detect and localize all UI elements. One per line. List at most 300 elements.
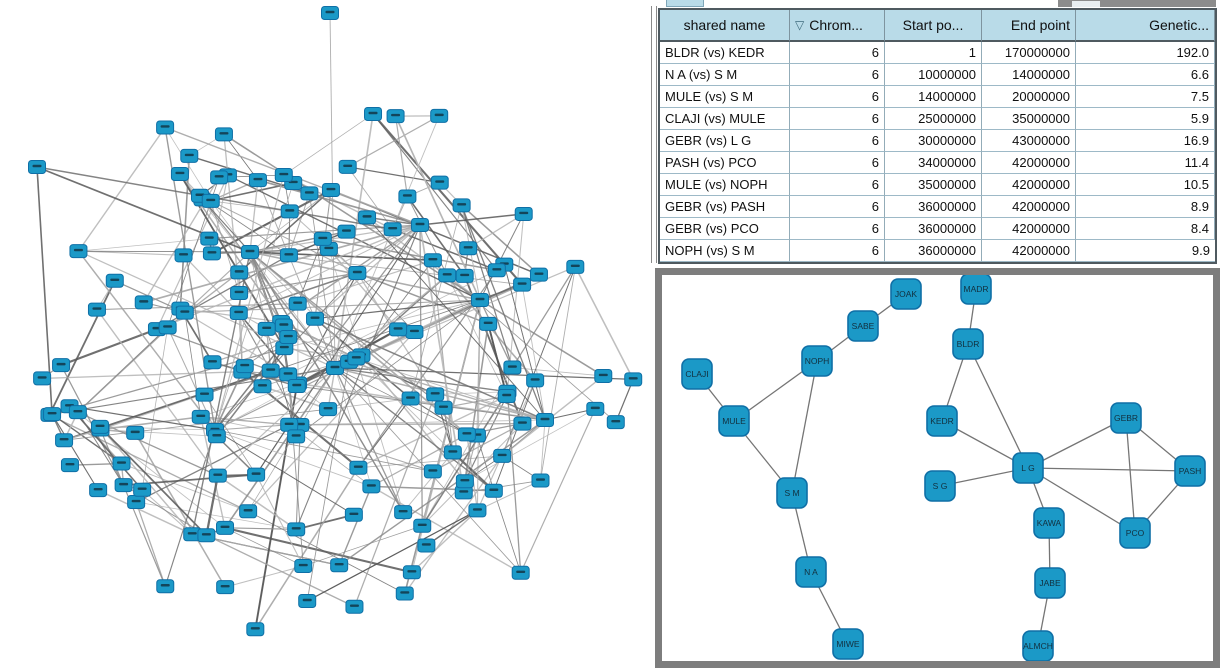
node-label [253,178,262,180]
network-node[interactable] [217,581,234,594]
network-node[interactable] [247,623,264,636]
node-label: JOAK [894,289,918,299]
table-cell[interactable]: 8.9 [1076,196,1215,218]
detail-network-canvas[interactable] [662,275,1213,661]
network-node[interactable] [460,242,477,255]
node-label [96,425,105,427]
node-label [406,396,415,398]
node-label [161,125,170,127]
network-node[interactable] [359,211,376,224]
network-node[interactable] [514,278,531,291]
node-label [435,114,444,116]
network-node[interactable] [106,274,123,287]
table-cell[interactable]: 192.0 [1076,42,1215,64]
network-node[interactable] [281,205,298,218]
column-header[interactable] [790,10,885,42]
node-label [73,410,82,412]
network-node[interactable] [384,223,401,236]
table-cell[interactable]: 6 [790,218,885,240]
node-label [48,412,57,414]
network-edge[interactable] [522,285,545,420]
network-node[interactable] [258,322,275,335]
network-node[interactable] [280,368,297,381]
network-node[interactable] [498,389,515,402]
network-node[interactable] [301,187,318,200]
network-node[interactable] [607,416,624,429]
node-label [258,384,267,386]
table-cell[interactable]: 6 [790,240,885,262]
network-node[interactable] [833,629,863,659]
node-label [508,365,517,367]
network-node[interactable] [458,428,475,441]
node-label: S G [932,481,948,491]
node-label [354,466,363,468]
network-node[interactable] [61,459,78,472]
network-node[interactable] [494,449,511,462]
network-node[interactable] [1013,453,1043,483]
node-label [534,272,543,274]
table-cell[interactable]: 6 [790,42,885,64]
node-label: L G [1021,463,1035,473]
node-label [138,488,147,490]
table-cell[interactable]: 42000000 [982,152,1076,174]
network-node[interactable] [113,457,130,470]
table-cell[interactable]: 9.9 [1076,240,1215,262]
network-node[interactable] [927,406,957,436]
network-node[interactable] [472,294,489,307]
node-label [38,376,47,378]
node-label [489,489,498,491]
node-label [435,180,444,182]
network-node[interactable] [682,359,712,389]
network-node[interactable] [431,109,448,122]
node-label [279,323,288,325]
network-node[interactable] [363,480,380,493]
network-node[interactable] [925,471,955,501]
network-node[interactable] [527,374,544,387]
network-node[interactable] [435,401,452,414]
table-cell[interactable]: 42000000 [982,218,1076,240]
network-edge[interactable] [288,374,303,566]
network-node[interactable] [595,369,612,382]
network-edge[interactable] [435,392,507,395]
table-cell[interactable]: GEBR (vs) L G [660,130,790,152]
network-node[interactable] [299,595,316,608]
node-label [235,291,244,293]
node-label [131,431,140,433]
network-node[interactable] [424,465,441,478]
network-node[interactable] [399,190,416,203]
table-cell[interactable]: 170000000 [982,42,1076,64]
table-cell[interactable]: 43000000 [982,130,1076,152]
column-header[interactable] [885,10,982,42]
network-node[interactable] [961,275,991,304]
node-label [388,227,397,229]
table-cell[interactable]: GEBR (vs) PASH [660,196,790,218]
network-node[interactable] [288,379,305,392]
network-node[interactable] [719,406,749,436]
network-edge[interactable] [521,409,596,573]
node-label [292,384,301,386]
table-cell[interactable]: PASH (vs) PCO [660,152,790,174]
network-node[interactable] [135,296,152,309]
table-cell[interactable]: 11.4 [1076,152,1215,174]
network-node[interactable] [348,352,365,365]
node-label [448,450,457,452]
node-label [335,563,344,565]
network-node[interactable] [387,110,404,123]
table-cell[interactable]: MULE (vs) NOPH [660,174,790,196]
network-node[interactable] [230,306,247,319]
network-node[interactable] [424,254,441,267]
column-header[interactable] [982,10,1076,42]
network-node[interactable] [1023,631,1053,661]
table-cell[interactable]: 20000000 [982,86,1076,108]
column-header[interactable] [1076,10,1215,42]
node-label [240,364,249,366]
network-node[interactable] [802,346,832,376]
network-node[interactable] [390,323,407,336]
network-edge[interactable] [494,491,521,573]
network-node[interactable] [480,317,497,330]
network-node[interactable] [338,225,355,238]
node-label [185,154,194,156]
network-node[interactable] [289,297,306,310]
table-cell[interactable]: BLDR (vs) KEDR [660,42,790,64]
network-node[interactable] [231,286,248,299]
table-cell[interactable]: 36000000 [885,196,982,218]
network-node[interactable] [171,167,188,180]
network-edge[interactable] [1028,468,1190,471]
network-edge[interactable] [250,252,403,512]
network-node[interactable] [262,364,279,377]
network-node[interactable] [175,249,192,262]
table-cell[interactable]: 1 [885,42,982,64]
network-edge[interactable] [1126,418,1135,533]
table-cell[interactable]: 7.5 [1076,86,1215,108]
network-node[interactable] [280,249,297,262]
node-label [516,571,525,573]
table-cell[interactable]: 36000000 [885,218,982,240]
network-node[interactable] [181,149,198,162]
network-node[interactable] [444,446,461,459]
network-node[interactable] [217,521,234,534]
node-label [460,479,469,481]
table-cell[interactable]: 25000000 [885,108,982,130]
node-label [428,469,437,471]
column-header[interactable] [660,10,790,42]
network-node[interactable] [34,372,51,385]
node-label [541,418,550,420]
node-label: JABE [1039,578,1061,588]
node-label [462,432,471,434]
network-edge[interactable] [420,225,422,526]
network-node[interactable] [215,128,232,141]
table-cell[interactable]: GEBR (vs) PCO [660,218,790,240]
node-label [369,112,378,114]
network-node[interactable] [275,319,292,332]
panel-splitter[interactable] [651,6,657,263]
network-node[interactable] [346,600,363,613]
network-node[interactable] [231,266,248,279]
network-node[interactable] [322,184,339,197]
scrollbar-thumb[interactable] [1072,1,1100,7]
network-node[interactable] [412,219,429,232]
network-node[interactable] [202,194,219,207]
node-label [196,415,205,417]
network-node[interactable] [157,580,174,593]
network-node[interactable] [625,373,642,386]
node-label [439,405,448,407]
node-label: MIWE [836,639,860,649]
network-node[interactable] [176,306,193,319]
filter-sort-icon[interactable]: ▽ [795,18,805,32]
network-node[interactable] [953,329,983,359]
network-node[interactable] [504,361,521,374]
network-node[interactable] [406,325,423,338]
table-cell[interactable]: 14000000 [982,64,1076,86]
network-edge[interactable] [329,249,398,329]
network-node[interactable] [281,418,298,431]
node-label [492,268,501,270]
node-label [163,325,172,327]
table-cell[interactable]: 6.6 [1076,64,1215,86]
table-cell[interactable]: 6 [790,86,885,108]
network-node[interactable] [90,484,107,497]
network-node[interactable] [485,484,502,497]
network-node[interactable] [532,474,549,487]
node-label [33,165,42,167]
table-cell[interactable]: 6 [790,130,885,152]
node-label [531,378,540,380]
network-node[interactable] [488,264,505,277]
table-cell[interactable]: 6 [790,108,885,130]
table-cell[interactable]: 10.5 [1076,174,1215,196]
node-label [246,250,255,252]
network-node[interactable] [240,505,257,518]
network-node[interactable] [349,267,366,280]
node-label [284,253,293,255]
network-node[interactable] [567,260,584,273]
node-label [349,513,358,515]
node-label [139,300,148,302]
table-cell[interactable]: 6 [790,152,885,174]
node-label [599,374,608,376]
table-cell[interactable]: 5.9 [1076,108,1215,130]
network-node[interactable] [280,331,297,344]
network-node[interactable] [439,269,456,282]
table-cell[interactable]: 36000000 [885,240,982,262]
node-label [206,199,215,201]
table-cell[interactable]: NOPH (vs) S M [660,240,790,262]
node-label [324,407,333,409]
network-node[interactable] [127,426,144,439]
network-edge[interactable] [792,361,817,493]
node-label [326,188,335,190]
network-node[interactable] [198,529,215,542]
network-edge[interactable] [371,486,520,572]
network-node[interactable] [403,566,420,579]
network-node[interactable] [211,171,228,184]
network-node[interactable] [159,321,176,334]
network-node[interactable] [537,414,554,427]
network-node[interactable] [402,392,419,405]
attribute-table [658,8,1217,264]
node-label: PASH [1178,466,1202,476]
network-node[interactable] [414,519,431,532]
table-cell[interactable]: 42000000 [982,174,1076,196]
node-label [188,532,197,534]
network-node[interactable] [295,560,312,573]
network-node[interactable] [365,108,382,121]
network-node[interactable] [587,402,604,415]
table-cell[interactable]: 14000000 [885,86,982,108]
network-node[interactable] [331,559,348,572]
node-label [410,330,419,332]
network-node[interactable] [395,506,412,519]
network-edge[interactable] [284,114,373,175]
table-cell[interactable]: 16.9 [1076,130,1215,152]
network-node[interactable] [201,232,218,245]
network-node[interactable] [29,161,46,174]
network-edge[interactable] [225,528,296,530]
node-label [221,526,230,528]
network-node[interactable] [70,245,87,258]
network-edge[interactable] [354,394,435,606]
table-cell[interactable]: 8.4 [1076,218,1215,240]
network-edge[interactable] [540,267,575,481]
network-node[interactable] [208,430,225,443]
network-node[interactable] [777,478,807,508]
table-cell[interactable]: 10000000 [885,64,982,86]
network-node[interactable] [254,380,271,393]
network-edge[interactable] [211,201,335,368]
network-node[interactable] [203,247,220,260]
table-cell[interactable]: 6 [790,174,885,196]
network-node[interactable] [469,504,486,517]
network-node[interactable] [307,312,324,325]
node-label [285,423,294,425]
network-node[interactable] [345,508,362,521]
node-label [234,311,243,313]
network-edge[interactable] [348,116,439,167]
network-node[interactable] [431,176,448,189]
node-label [207,251,216,253]
node-label [484,322,493,324]
node-label [117,461,126,463]
network-node[interactable] [288,523,305,536]
network-node[interactable] [530,268,547,281]
network-edge[interactable] [968,344,1028,468]
network-node[interactable] [1175,456,1205,486]
table-cell[interactable]: 42000000 [982,240,1076,262]
network-node[interactable] [456,475,473,488]
network-node[interactable] [56,434,73,447]
network-node[interactable] [1034,508,1064,538]
table-cell[interactable]: 34000000 [885,152,982,174]
network-node[interactable] [314,232,331,245]
network-node[interactable] [157,121,174,134]
network-node[interactable] [891,279,921,309]
table-cell[interactable]: 30000000 [885,130,982,152]
network-node[interactable] [456,269,473,282]
network-node[interactable] [515,207,532,220]
network-edge[interactable] [540,420,545,481]
network-edge[interactable] [78,251,215,430]
network-node[interactable] [796,557,826,587]
network-node[interactable] [53,359,70,372]
network-node[interactable] [848,311,878,341]
network-edge[interactable] [215,425,289,430]
network-node[interactable] [320,403,337,416]
table-cell[interactable]: 6 [790,196,885,218]
network-node[interactable] [396,587,413,600]
network-node[interactable] [134,483,151,496]
node-label [285,209,294,211]
node-label [571,265,580,267]
network-node[interactable] [192,410,209,423]
network-node[interactable] [275,169,292,182]
node-label [422,543,431,545]
table-cell[interactable]: CLAJI (vs) MULE [660,108,790,130]
node-label [215,175,224,177]
table-cell[interactable]: 35000000 [885,174,982,196]
network-node[interactable] [88,303,105,316]
network-node[interactable] [1120,518,1150,548]
network-node[interactable] [44,408,61,421]
network-node[interactable] [236,360,253,373]
network-node[interactable] [453,199,470,212]
node-label [394,327,403,329]
network-node[interactable] [92,420,109,433]
network-node[interactable] [196,388,213,401]
network-node[interactable] [1035,568,1065,598]
node-label [280,346,289,348]
network-node[interactable] [322,7,339,20]
network-node[interactable] [128,496,145,509]
network-node[interactable] [115,479,132,492]
network-node[interactable] [1111,403,1141,433]
network-node[interactable] [339,160,356,173]
table-cell[interactable]: N A (vs) S M [660,64,790,86]
node-label [119,483,128,485]
node-label: CLAJI [685,369,709,379]
table-cell[interactable]: MULE (vs) S M [660,86,790,108]
network-node[interactable] [242,246,259,259]
network-node[interactable] [69,406,86,419]
table-cell[interactable]: 35000000 [982,108,1076,130]
node-label [284,335,293,337]
network-node[interactable] [249,174,266,187]
network-node[interactable] [248,468,265,481]
table-cell[interactable]: 42000000 [982,196,1076,218]
horizontal-scrollbar[interactable] [1058,0,1216,7]
network-edge[interactable] [575,267,633,379]
network-node[interactable] [204,356,221,369]
detail-network-panel [655,268,1220,668]
network-node[interactable] [418,539,435,552]
network-node[interactable] [427,388,444,401]
network-node[interactable] [514,417,531,430]
network-node[interactable] [288,430,305,443]
network-node[interactable] [350,461,367,474]
network-node[interactable] [512,566,529,579]
network-node[interactable] [209,469,226,482]
node-label [244,509,253,511]
table-cell[interactable]: 6 [790,64,885,86]
node-label [518,282,527,284]
network-edge[interactable] [101,430,217,437]
